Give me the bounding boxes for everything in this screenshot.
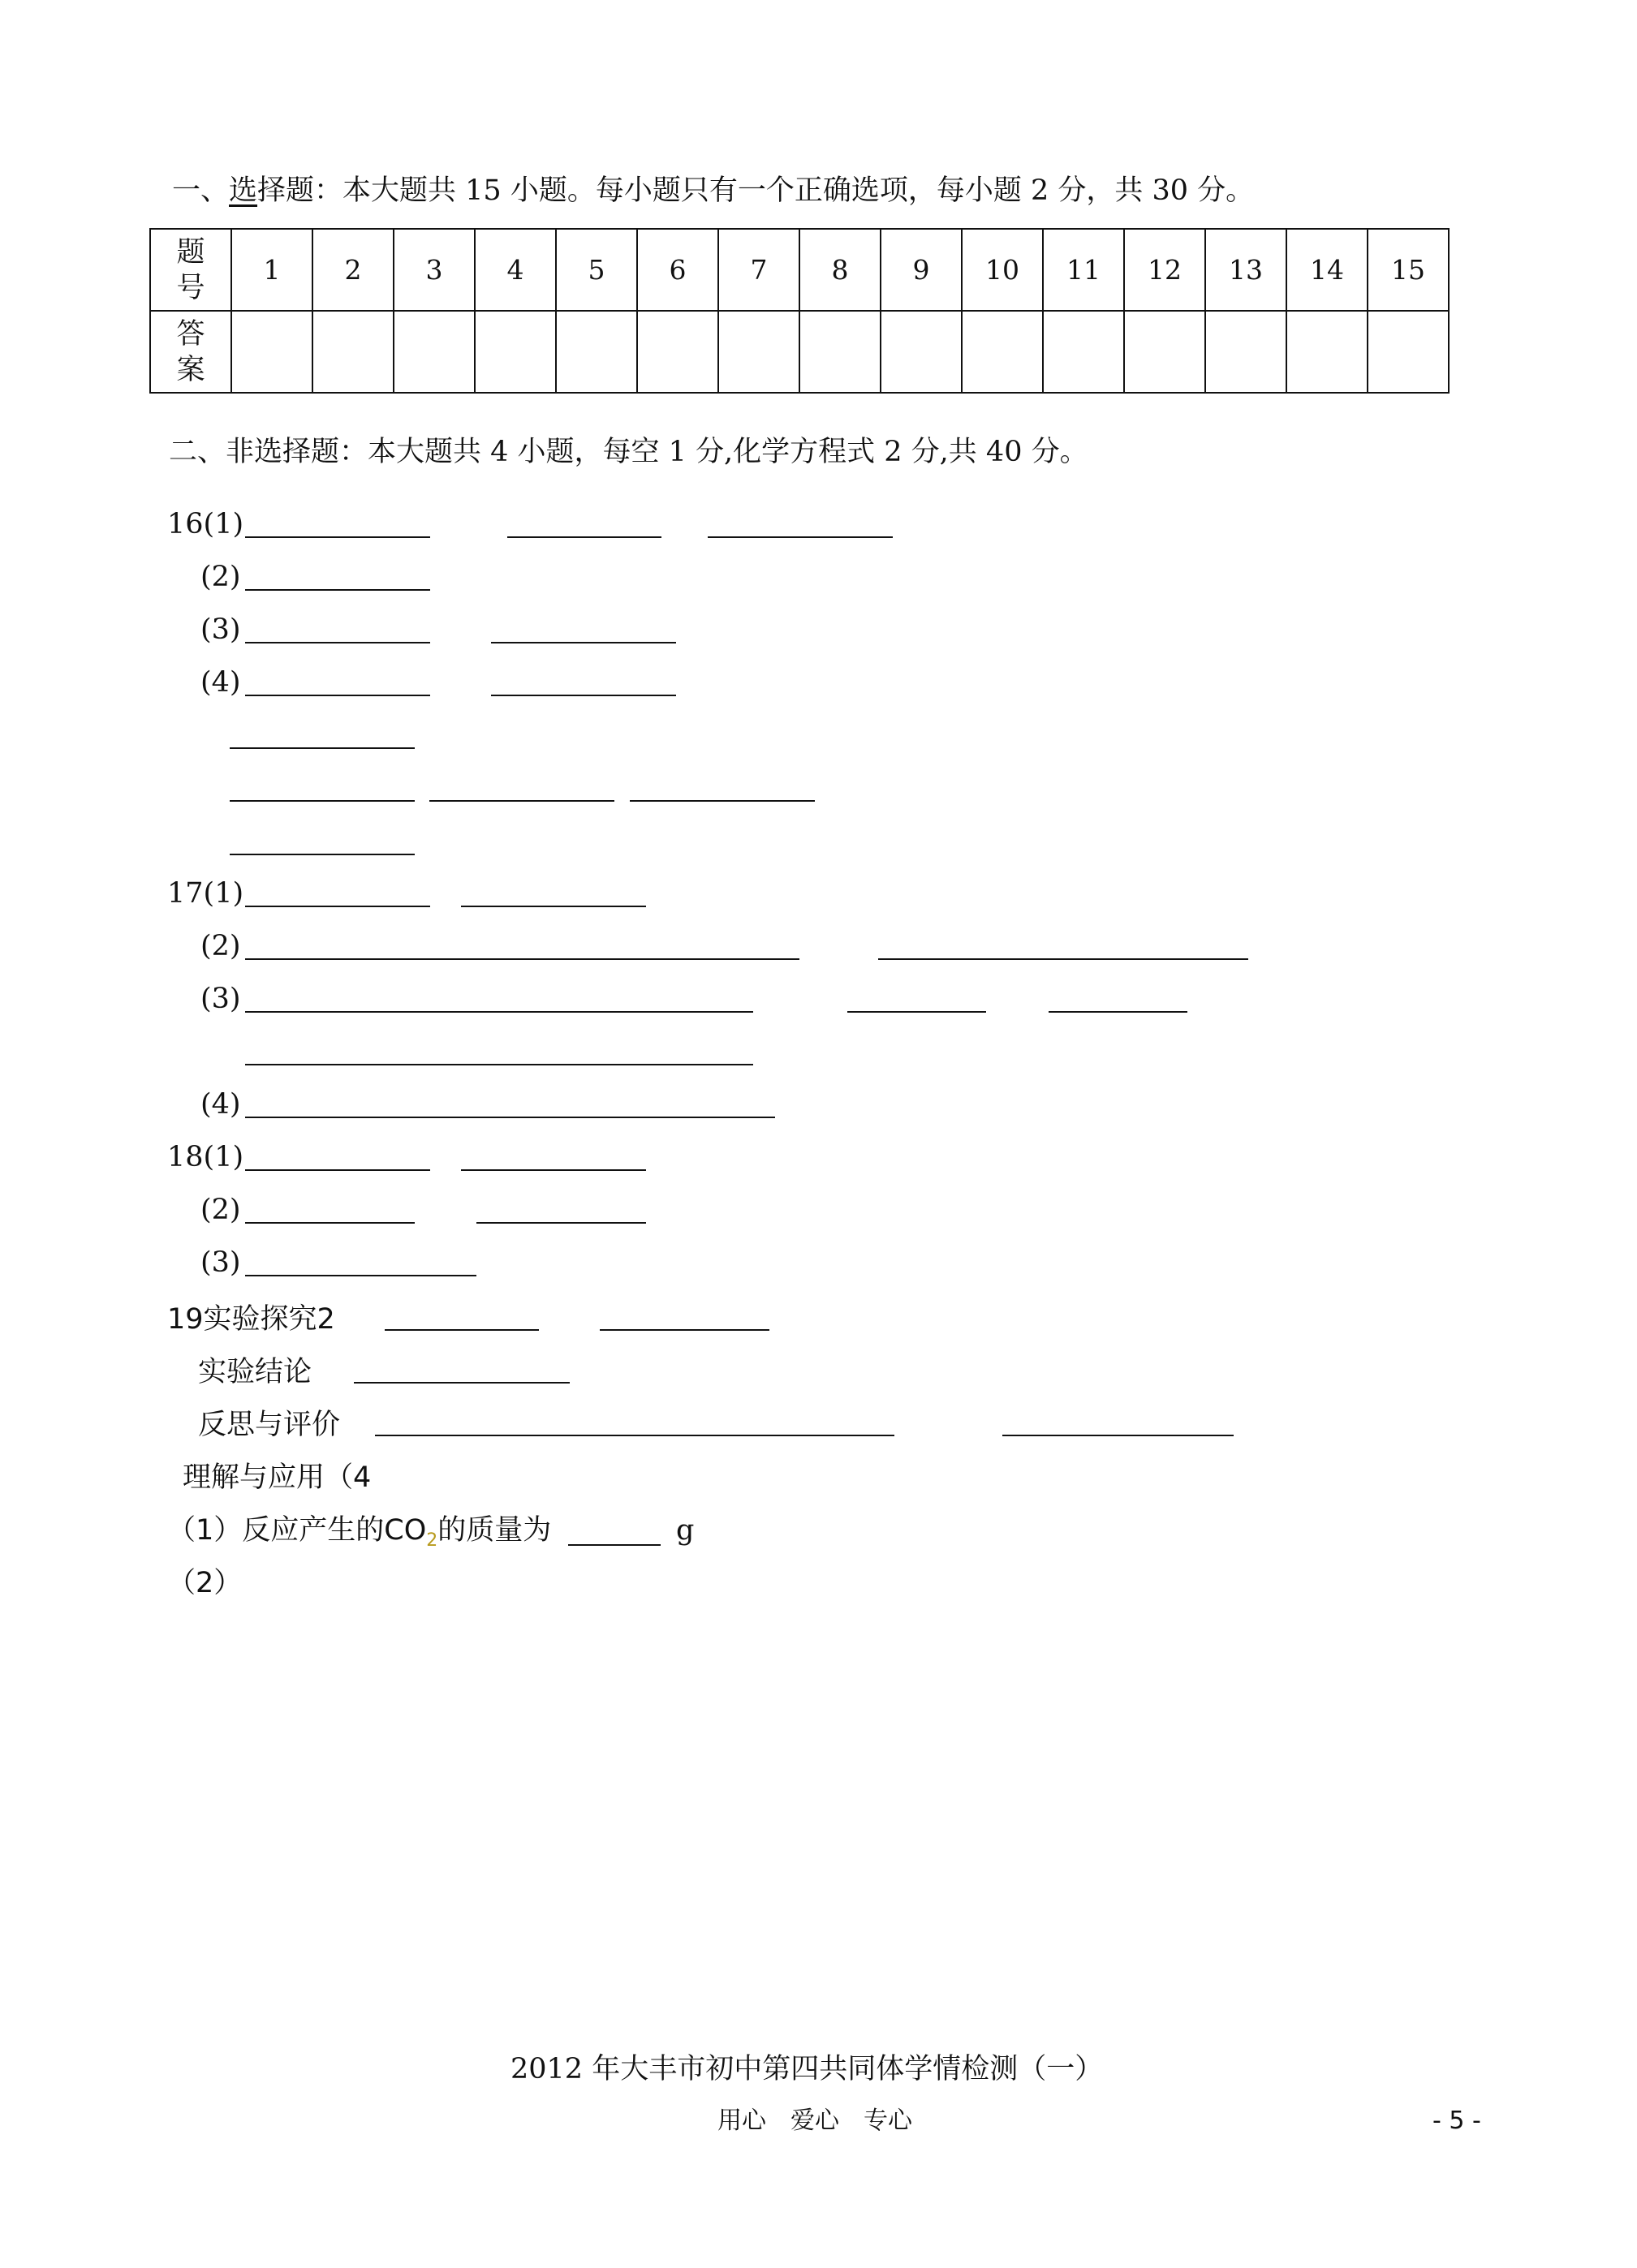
q16-part4-label: (4) — [200, 666, 241, 699]
q19-application-label: 理解与应用（4 — [183, 1461, 372, 1494]
q18-part2-label: (2) — [200, 1194, 241, 1226]
answer-cell[interactable] — [1124, 311, 1205, 393]
answer-blank[interactable] — [245, 695, 430, 696]
footer-motto: 用心 爱心 专心 — [717, 2107, 912, 2135]
answer-blank[interactable] — [230, 747, 415, 749]
question-number-cell: 3 — [394, 229, 475, 311]
question-number-cell: 1 — [231, 229, 312, 311]
answer-cell[interactable] — [1205, 311, 1286, 393]
answer-blank[interactable] — [245, 906, 430, 907]
q19-sub1-text-b: 的质量为 — [437, 1514, 552, 1547]
answer-cell[interactable] — [312, 311, 394, 393]
answer-blank[interactable] — [461, 906, 646, 907]
question-number-cell: 5 — [556, 229, 637, 311]
answer-blank[interactable] — [847, 1011, 986, 1013]
answer-cell[interactable] — [231, 311, 312, 393]
page-number: - 5 - — [1432, 2107, 1481, 2135]
answer-blank[interactable] — [568, 1544, 661, 1546]
answer-blank[interactable] — [230, 854, 415, 855]
table-row — [150, 229, 1449, 311]
answer-blank[interactable] — [1049, 1011, 1187, 1013]
section1-heading — [172, 173, 1254, 209]
answer-blank[interactable] — [708, 536, 893, 538]
co2-subscript: 2 — [426, 1530, 438, 1551]
q17-part1-label: 17(1) — [167, 877, 244, 910]
answer-blank[interactable] — [878, 958, 1248, 960]
q17-part4-label: (4) — [200, 1088, 241, 1121]
answer-blank[interactable] — [476, 1222, 646, 1224]
question-number-cell: 2 — [312, 229, 394, 311]
question-number-cell: 4 — [475, 229, 556, 311]
question-number-cell: 15 — [1368, 229, 1449, 311]
q16-part1-label: 16(1) — [167, 508, 244, 540]
q17-part2-label: (2) — [200, 930, 241, 962]
q19-unit: g — [676, 1514, 695, 1547]
question-number-cell: 7 — [718, 229, 799, 311]
answer-blank[interactable] — [245, 1064, 753, 1065]
answer-blank[interactable] — [245, 1275, 476, 1276]
q19-sub1-text-a: （1）反应产生的CO — [167, 1514, 427, 1547]
question-number-cell: 12 — [1124, 229, 1205, 311]
answer-blank[interactable] — [245, 1169, 430, 1171]
answer-cell[interactable] — [637, 311, 718, 393]
answer-cell[interactable] — [475, 311, 556, 393]
answer-cell[interactable] — [1368, 311, 1449, 393]
answer-cell[interactable] — [1286, 311, 1368, 393]
answer-cell[interactable] — [1043, 311, 1124, 393]
question-number-cell: 9 — [881, 229, 962, 311]
answer-blank[interactable] — [461, 1169, 646, 1171]
q18-part1-label: 18(1) — [167, 1141, 244, 1173]
answer-blank[interactable] — [245, 958, 799, 960]
answer-cell[interactable] — [799, 311, 881, 393]
q19-sub2: （2） — [167, 1567, 243, 1599]
answer-blank[interactable] — [245, 1117, 775, 1118]
answer-blank[interactable] — [245, 1222, 415, 1224]
answer-cell[interactable] — [556, 311, 637, 393]
question-number-cell: 14 — [1286, 229, 1368, 311]
q19-sub1 — [167, 1513, 551, 1559]
answer-blank[interactable] — [429, 800, 614, 802]
answer-blank[interactable] — [354, 1382, 570, 1384]
answer-blank[interactable] — [245, 536, 430, 538]
answer-blank[interactable] — [600, 1329, 769, 1331]
question-number-cell: 10 — [962, 229, 1043, 311]
question-number-cell: 8 — [799, 229, 881, 311]
answer-blank[interactable] — [245, 642, 430, 643]
table-row — [150, 311, 1449, 393]
footer-title: 2012 年大丰市初中第四共同体学情检测（一） — [510, 2053, 1104, 2085]
q19-reflection-label: 反思与评价 — [198, 1409, 341, 1441]
q19-experiment-label: 19实验探究2 — [167, 1303, 335, 1336]
answer-blank[interactable] — [230, 800, 415, 802]
answer-cell[interactable] — [962, 311, 1043, 393]
answer-cell[interactable] — [718, 311, 799, 393]
q16-part3-label: (3) — [200, 613, 241, 646]
answer-blank[interactable] — [385, 1329, 539, 1331]
answer-blank[interactable] — [1002, 1435, 1234, 1436]
answer-table — [149, 228, 1450, 394]
answer-blank[interactable] — [375, 1435, 894, 1436]
q19-conclusion-label: 实验结论 — [198, 1356, 312, 1388]
question-number-cell: 11 — [1043, 229, 1124, 311]
answer-blank[interactable] — [491, 642, 676, 643]
section1-rest: 择题：本大题共 15 小题。每小题只有一个正确选项，每小题 2 分，共 30 分。 — [257, 174, 1255, 207]
answer-blank[interactable] — [245, 589, 430, 591]
q17-part3-label: (3) — [200, 983, 241, 1015]
answer-blank[interactable] — [630, 800, 815, 802]
question-number-cell: 6 — [637, 229, 718, 311]
answer-cell[interactable] — [394, 311, 475, 393]
q16-part2-label: (2) — [200, 561, 241, 593]
row-header-answer: 答案 — [150, 311, 231, 393]
section1-prefix: 一、 — [172, 174, 230, 207]
section2-heading: 二、非选择题：本大题共 4 小题，每空 1 分,化学方程式 2 分,共 40 分。 — [169, 436, 1088, 468]
answer-blank[interactable] — [507, 536, 661, 538]
row-header-question-number: 题号 — [150, 229, 231, 311]
answer-blank[interactable] — [491, 695, 676, 696]
answer-blank[interactable] — [245, 1011, 753, 1013]
question-number-cell: 13 — [1205, 229, 1286, 311]
q18-part3-label: (3) — [200, 1246, 241, 1279]
section1-underlined-char: 选 — [229, 174, 258, 207]
answer-cell[interactable] — [881, 311, 962, 393]
